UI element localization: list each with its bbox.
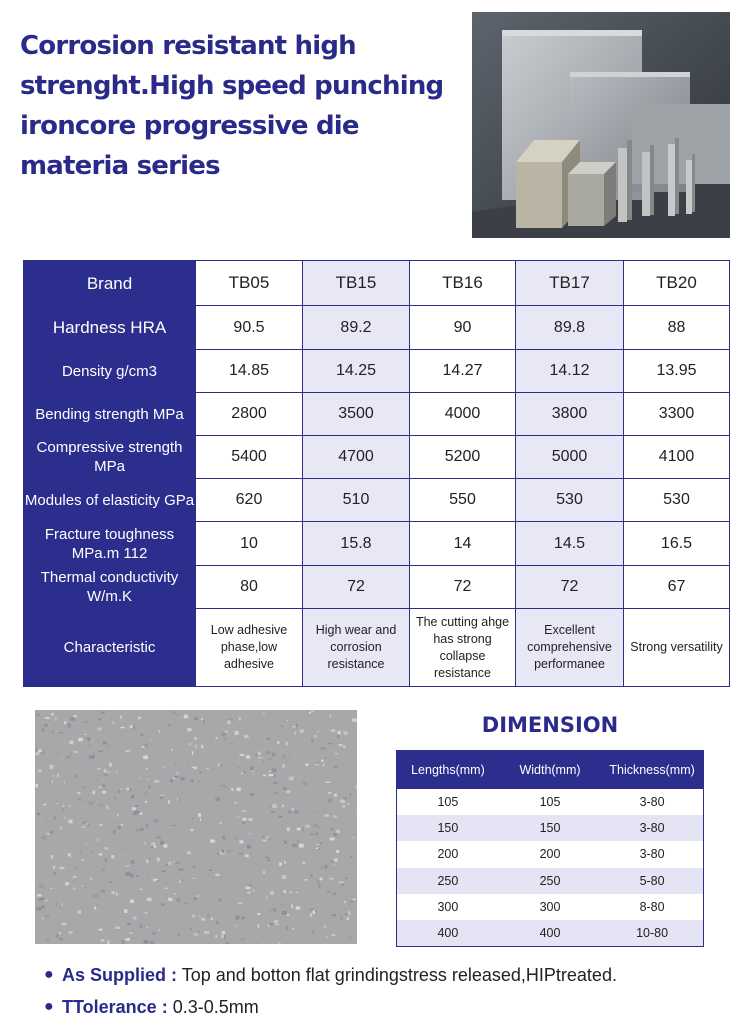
row-label: Hardness HRA [24,306,196,350]
width-cell: 300 [499,894,601,920]
note-label: As Supplied : [62,965,177,985]
grade-spec-table [23,260,730,687]
page-title [20,26,470,186]
carbide-plates-photo [472,12,730,238]
bullet-icon: ● [44,962,54,988]
width-cell: 150 [499,815,601,841]
width-cell: 250 [499,868,601,894]
row-label: Modules of elasticity GPa [24,479,196,522]
dimension-title: DIMENSION [396,713,704,737]
row-label: Compressive strength MPa [24,436,196,479]
thickness-cell: 8-80 [601,894,703,920]
value-cell: 14.27 [410,350,516,393]
table-row [397,868,704,894]
value-cell: 510 [303,479,410,522]
value-cell: 3800 [516,393,624,436]
title-line: Corrosion resistant high [20,26,470,66]
row-label: Density g/cm3 [24,350,196,393]
note-tolerance [44,994,744,1026]
brand-cell: TB16 [410,261,516,306]
value-cell: 5200 [410,436,516,479]
value-cell: 90.5 [196,306,303,350]
table-row [24,261,730,306]
value-cell: 14 [410,522,516,566]
bullet-icon: ● [44,994,54,1020]
row-label: Bending strength MPa [24,393,196,436]
characteristic-cell: High wear and corrosion resistance [303,609,410,687]
table-row [397,894,704,920]
value-cell: 5400 [196,436,303,479]
length-cell: 105 [397,789,499,815]
value-cell: 5000 [516,436,624,479]
table-row [397,920,704,947]
value-cell: 550 [410,479,516,522]
thickness-cell: 10-80 [601,920,703,947]
value-cell: 14.25 [303,350,410,393]
value-cell: 16.5 [624,522,730,566]
value-cell: 72 [303,566,410,609]
note-text: Top and botton flat grindingstress released,HIPtreated. [177,965,617,985]
width-cell: 105 [499,789,601,815]
length-cell: 300 [397,894,499,920]
width-cell: 200 [499,841,601,867]
table-row [24,350,730,393]
value-cell: 14.5 [516,522,624,566]
value-cell: 80 [196,566,303,609]
microstructure-image [35,710,357,944]
table-row [24,566,730,609]
value-cell: 15.8 [303,522,410,566]
table-row [397,815,704,841]
value-cell: 4100 [624,436,730,479]
brand-cell: TB20 [624,261,730,306]
note-label: TTolerance : [62,997,168,1017]
brand-cell: TB15 [303,261,410,306]
width-cell: 400 [499,920,601,947]
length-cell: 150 [397,815,499,841]
value-cell: 67 [624,566,730,609]
value-cell: 90 [410,306,516,350]
title-line: ironcore progressive die [20,106,470,146]
value-cell: 72 [410,566,516,609]
column-header: Lengths(mm) [397,751,499,790]
value-cell: 13.95 [624,350,730,393]
table-row [397,789,704,815]
value-cell: 14.85 [196,350,303,393]
value-cell: 72 [516,566,624,609]
row-label: Fracture toughness MPa.m 112 [24,522,196,566]
length-cell: 400 [397,920,499,947]
brand-header: Brand [24,261,196,306]
column-header: Width(mm) [499,751,601,790]
dimension-table [396,750,704,947]
thickness-cell: 3-80 [601,841,703,867]
value-cell: 2800 [196,393,303,436]
value-cell: 4700 [303,436,410,479]
table-header-row [397,751,704,790]
title-line: strenght.High speed punching [20,66,470,106]
thickness-cell: 5-80 [601,868,703,894]
value-cell: 530 [516,479,624,522]
characteristic-cell: Strong versatility [624,609,730,687]
value-cell: 89.2 [303,306,410,350]
brand-cell: TB05 [196,261,303,306]
brand-cell: TB17 [516,261,624,306]
value-cell: 620 [196,479,303,522]
length-cell: 250 [397,868,499,894]
value-cell: 88 [624,306,730,350]
table-row [24,522,730,566]
length-cell: 200 [397,841,499,867]
value-cell: 14.12 [516,350,624,393]
value-cell: 10 [196,522,303,566]
row-label: Thermal conductivity W/m.K [24,566,196,609]
note-as-supplied [44,962,744,994]
thickness-cell: 3-80 [601,815,703,841]
table-row [24,436,730,479]
note-text: 0.3-0.5mm [168,997,259,1017]
table-row [24,393,730,436]
value-cell: 4000 [410,393,516,436]
column-header: Thickness(mm) [601,751,703,790]
characteristic-cell: Excellent comprehensive performanee [516,609,624,687]
notes-list [44,962,744,1026]
value-cell: 89.8 [516,306,624,350]
value-cell: 3500 [303,393,410,436]
value-cell: 530 [624,479,730,522]
table-row [24,479,730,522]
row-label: Characteristic [24,609,196,687]
value-cell: 3300 [624,393,730,436]
characteristic-cell: Low adhesive phase,low adhesive [196,609,303,687]
table-row [24,609,730,687]
table-row [397,841,704,867]
characteristic-cell: The cutting ahge has strong collapse resistance [410,609,516,687]
title-line: materia series [20,146,470,186]
thickness-cell: 3-80 [601,789,703,815]
table-row [24,306,730,350]
